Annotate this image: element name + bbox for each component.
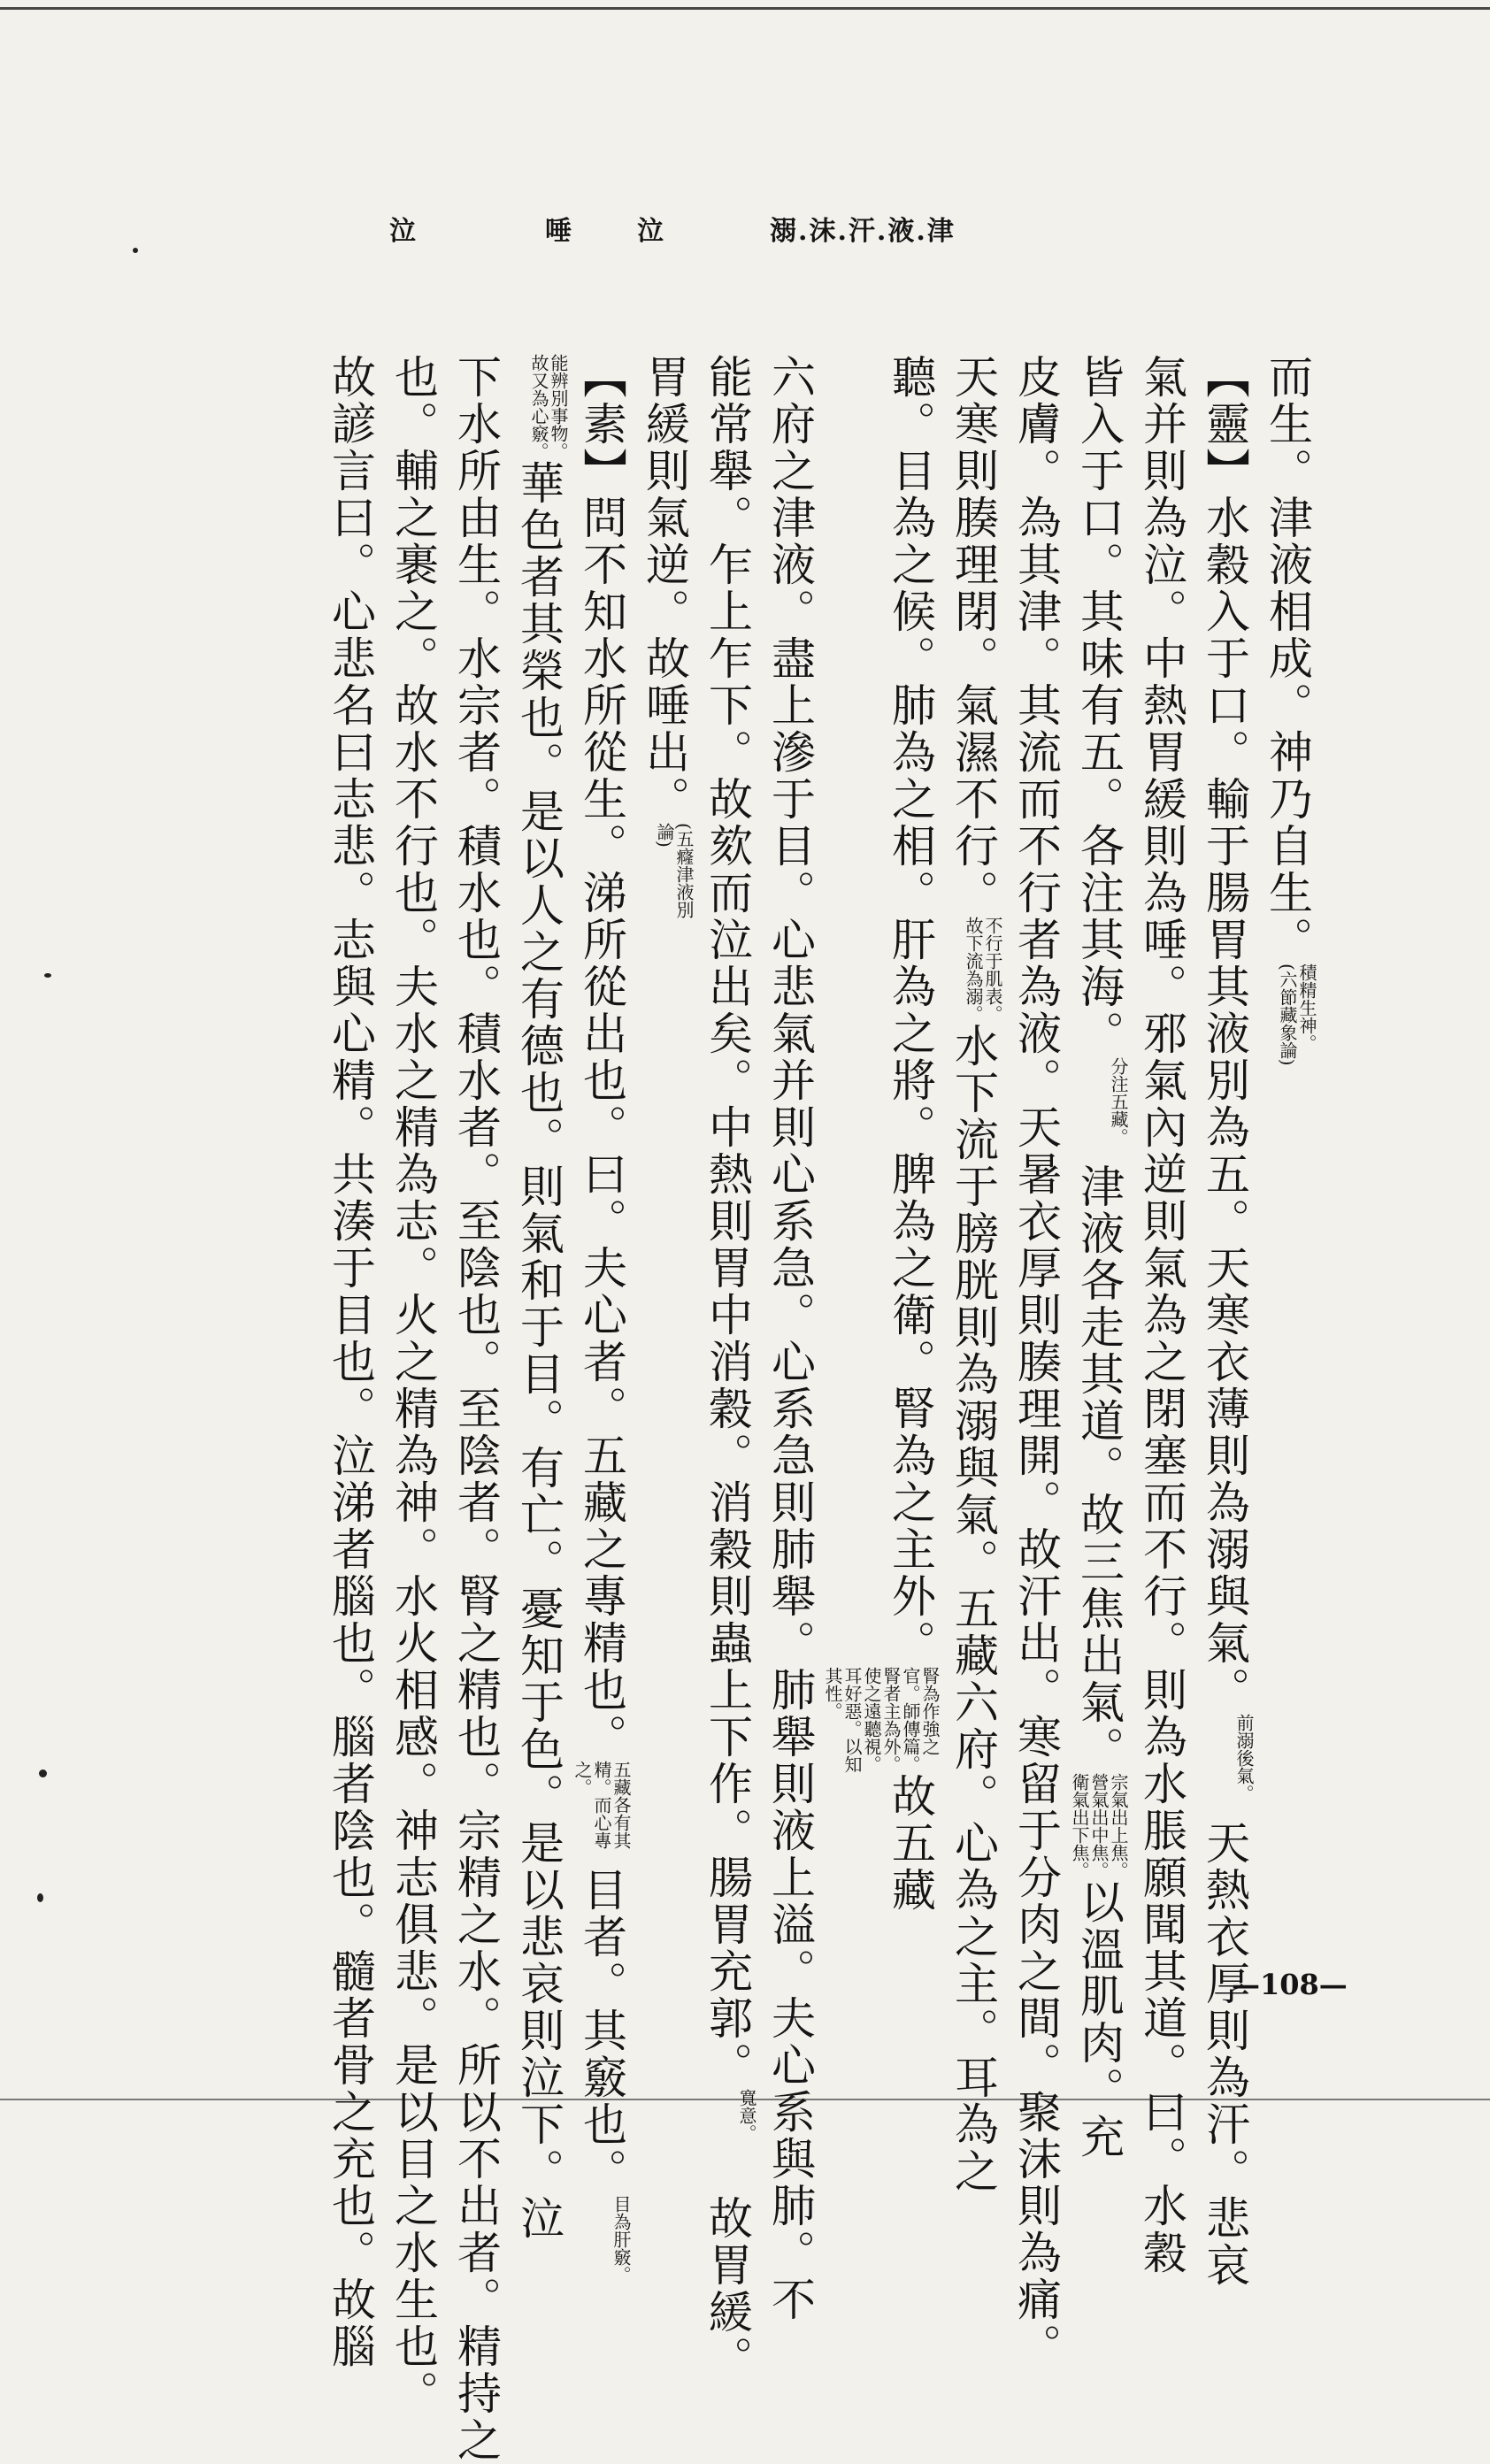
text-column [570, 354, 633, 2284]
column-text: 故諺言曰。心悲名曰志悲。志與心精。共湊于目也。泣涕者腦也。腦者陰也。髓者骨之充也。故腦 [325, 354, 376, 2370]
scan-speck [44, 973, 51, 978]
column-text: 以溫肌肉。充 [1073, 1879, 1125, 2161]
text-column [444, 354, 507, 2464]
column-text: 氣并則為泣。中熱胃緩則為唾。邪氣內逆則氣為之閉塞而不行。則為水脹願聞其道。曰。水穀 [1136, 354, 1187, 2276]
annotation: 目為肝竅。 [611, 2195, 632, 2284]
text-column [319, 354, 381, 2370]
annotation: 五藏各有其精。而心專之。 [572, 1761, 632, 1849]
running-head-item: 泣 [389, 216, 418, 247]
column-text: 聽。目為之候。肺為之相。肝為之將。脾為之衛。腎為之主外。 [885, 354, 936, 1667]
column-text: 皮膚。為其津。其流而不行者為液。天暑衣厚則腠理開。故汗出。寒留于分肉之間。聚沫則為痛。 [1010, 354, 1062, 2370]
scan-speck [133, 248, 138, 253]
text-column [695, 354, 758, 2383]
column-text: 胃緩則氣逆。故唾出。 [639, 354, 690, 823]
column-text: 而生。津液相成。神乃自生。 [1262, 354, 1313, 963]
text-column [633, 354, 695, 1911]
column-text: 津液各走其道。故三焦出氣。 [1073, 1163, 1125, 1773]
annotation: 腎為作強之官。師傳篇。腎者主為外。使之遠聽視。耳好惡。以知其性。 [822, 1667, 941, 1773]
column-text: 也。輔之裹之。故水不行也。夫水之精為志。火之精為神。水火相感。神志俱悲。是以目之水生也。 [388, 354, 439, 2417]
column-text: 【素】問不知水所從生。涕所從出也。曰。夫心者。五藏之專精也。 [576, 354, 627, 1761]
text-column [1067, 354, 1130, 2161]
column-text: 水下流于膀胱則為溺與氣。五藏六府。心為之主。耳為之 [948, 1023, 999, 2195]
text-column [507, 354, 570, 2242]
column-text: 皆入于口。其味有五。各注其海。 [1073, 354, 1125, 1057]
column-text: 天熱衣厚則為汗。悲哀 [1199, 1820, 1250, 2289]
text-column [1130, 354, 1193, 2276]
annotation: 不行于肌表。故下流為溺。 [963, 917, 1003, 1023]
running-head-item: 泣 [637, 216, 665, 247]
page-edge-top [0, 7, 1490, 10]
text-column [941, 354, 1004, 2195]
page-number: —108— [1232, 1968, 1348, 2001]
column-text: 華色者其榮也。是以人之有德也。則氣和于目。有亡。憂知于色。是以悲哀則泣下。泣 [513, 460, 565, 2242]
text-column [821, 354, 941, 1914]
running-head [389, 209, 1044, 247]
column-text: 故胃緩。 [702, 2195, 753, 2383]
annotation: 分注五藏。 [1108, 1057, 1129, 1146]
scan-speck [37, 1893, 43, 1902]
column-text: 下水所由生。水宗者。積水也。積水者。至陰也。至陰者。腎之精也。宗精之水。所以不出者。精持之 [450, 354, 502, 2464]
text-column [758, 354, 821, 2323]
column-text: 【靈】水穀入于口。輸于腸胃其液別為五。天寒衣薄則為溺與氣。 [1199, 354, 1250, 1714]
scan-speck [39, 1769, 47, 1777]
annotation: 積精生神。(六節藏象論) [1277, 963, 1317, 1066]
text-column [1193, 354, 1256, 2289]
running-head-item: 唾 [545, 216, 573, 247]
annotation: 寬意。 [736, 2089, 757, 2142]
annotation: 能辨別事物。故又為心竅。 [528, 354, 569, 460]
text-column [1256, 354, 1318, 1911]
column-text: 目者。其竅也。 [576, 1867, 627, 2195]
column-text: 天寒則腠理閉。氣濕不行。 [948, 354, 999, 917]
running-head-item: 溺.沫.汗.液.津 [770, 216, 956, 247]
column-text: 能常舉。乍上乍下。故欬而泣出矣。中熱則胃中消穀。消穀則蟲上下作。腸胃充郭。 [702, 354, 753, 2089]
text-column [381, 354, 444, 2417]
annotation: 宗氣出上焦。營氣出中焦。衛氣出下焦。 [1069, 1773, 1129, 1879]
column-text: 故五藏 [885, 1773, 936, 1914]
annotation: 前溺後氣。 [1233, 1714, 1255, 1802]
annotation: (五癃津液別論) [654, 823, 695, 918]
column-text: 六府之津液。盡上滲于目。心悲氣并則心系急。心系急則肺舉。肺舉則液上溢。夫心系與肺。不 [764, 354, 816, 2323]
text-column [1004, 354, 1067, 2370]
